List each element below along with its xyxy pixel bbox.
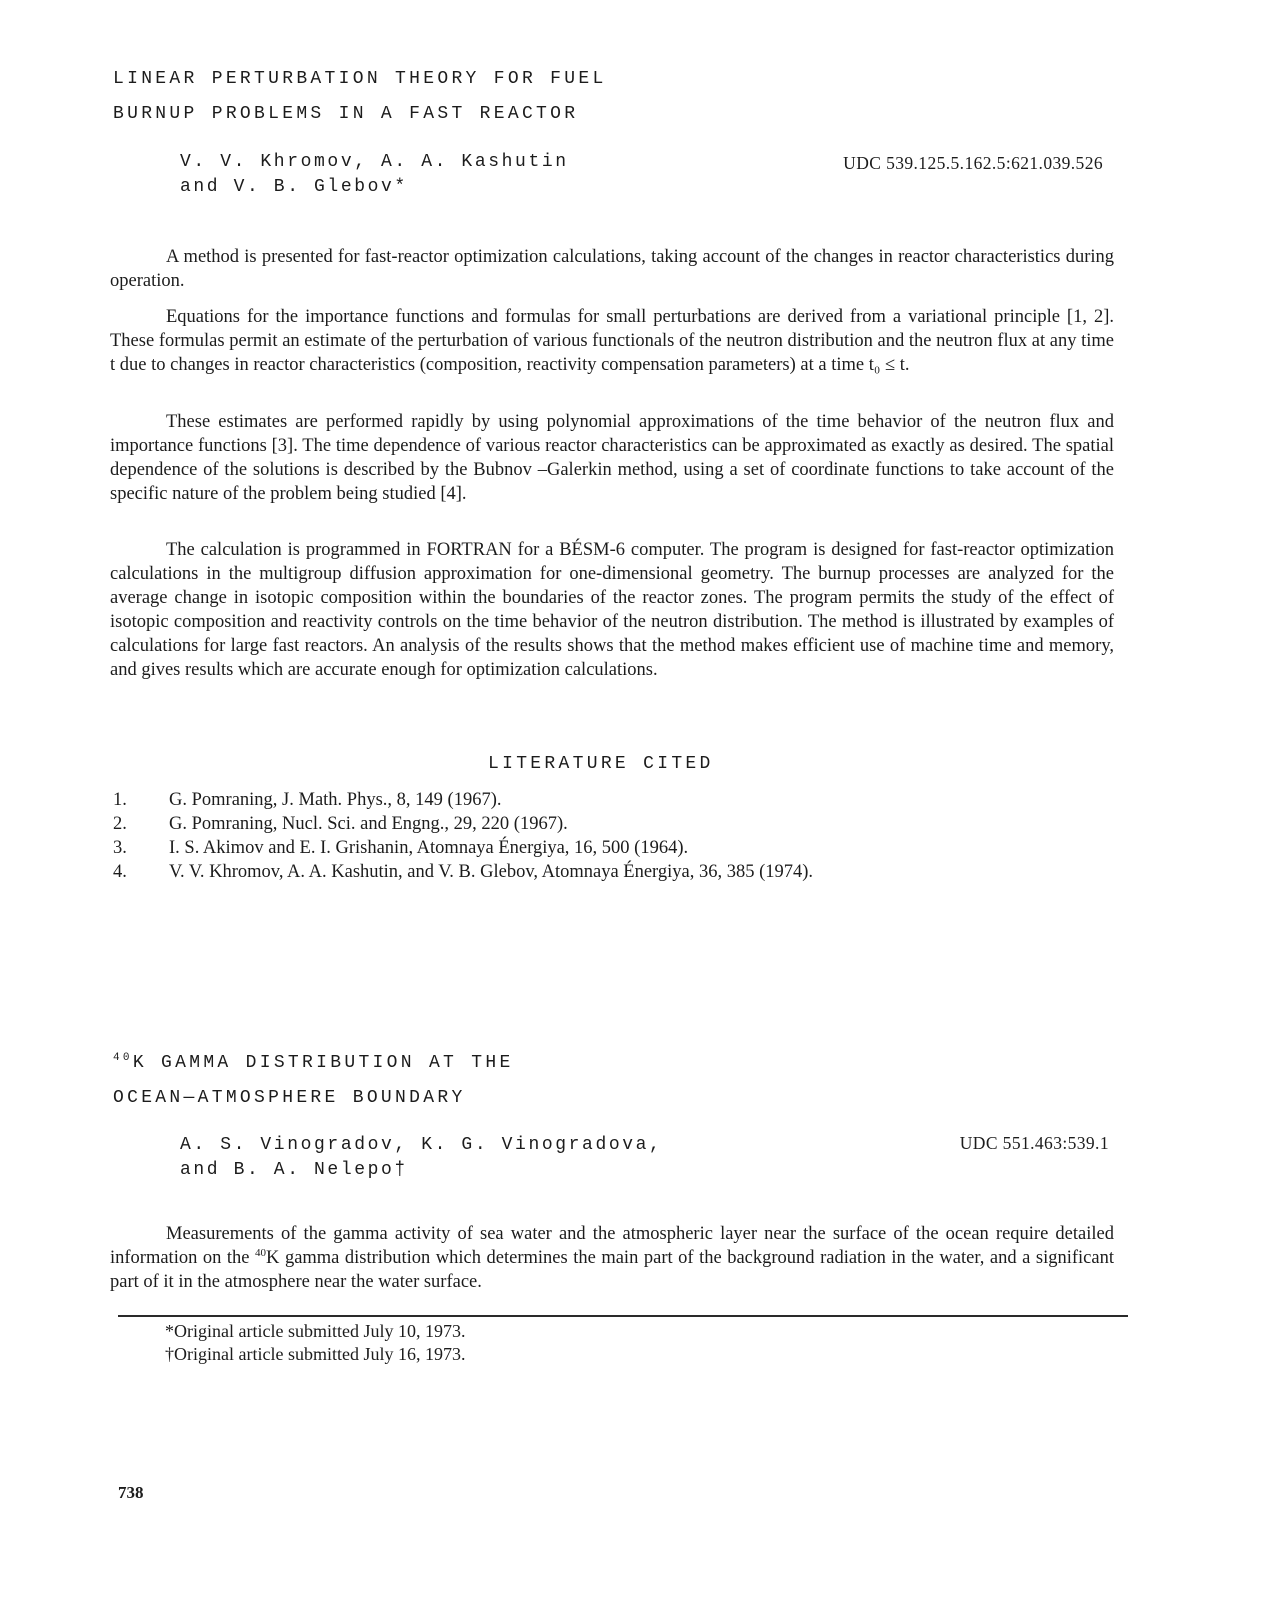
article1-title-line2: BURNUP PROBLEMS IN A FAST REACTOR xyxy=(113,104,579,124)
reference-number: 4. xyxy=(113,862,127,882)
reference-item xyxy=(113,812,1113,836)
article2-paragraph-superscript: 40 xyxy=(255,1247,267,1259)
article2-paragraph xyxy=(110,1222,1114,1294)
article2-title-text: K GAMMA DISTRIBUTION AT THE xyxy=(132,1053,514,1073)
reference-text: G. Pomraning, J. Math. Phys., 8, 149 (1967). xyxy=(169,790,502,810)
reference-number: 2. xyxy=(113,814,127,834)
literature-cited-heading: LITERATURE CITED xyxy=(488,754,714,774)
article2-authors-line2: and B. A. Nelepo† xyxy=(180,1160,408,1180)
page-number: 738 xyxy=(118,1483,144,1502)
reference-number: 1. xyxy=(113,790,127,810)
article1-authors-line1: V. V. Khromov, A. A. Kashutin xyxy=(180,152,569,172)
article1-paragraph-2: Equations for the importance functions and formulas for small perturbations are derived from a variational principle [1, 2]. These formulas permit an estimate of the perturbation of various functionals of the neutron distribution and the neutron flux at any time t due to changes in reactor characteristics (composition, reactivity compensation parameters) at a time t₀ ≤ t. xyxy=(110,307,1114,375)
reference-number: 3. xyxy=(113,838,127,858)
article1-udc: UDC 539.125.5.162.5:621.039.526 xyxy=(843,153,1103,173)
article2-title-line1 xyxy=(113,1052,514,1074)
article2-title-line2: OCEAN—ATMOSPHERE BOUNDARY xyxy=(113,1088,466,1108)
article2-authors-line1: A. S. Vinogradov, K. G. Vinogradova, xyxy=(180,1135,663,1155)
reference-list xyxy=(113,788,1113,884)
article1-paragraph-3: These estimates are performed rapidly by using polynomial approximations of the time behavior of the neutron flux and importance functions [3]. The time dependence of various reactor characteristics can be approximated as exactly as desired. The spatial dependence of the solutions is described by the Bubnov –Galerkin method, using a set of coordinate functions to take account of the specific nature of the problem being studied [4]. xyxy=(110,412,1114,504)
footnote-1: *Original article submitted July 10, 1973. xyxy=(165,1321,466,1341)
reference-text: I. S. Akimov and E. I. Grishanin, Atomnaya Énergiya, 16, 500 (1964). xyxy=(169,838,689,858)
reference-item xyxy=(113,836,1113,860)
article2-udc: UDC 551.463:539.1 xyxy=(959,1133,1109,1153)
article1-paragraph-1: A method is presented for fast-reactor optimization calculations, taking account of the changes in reactor characteristics during operation. xyxy=(110,247,1114,291)
reference-item xyxy=(113,860,1113,884)
footnote-2: †Original article submitted July 16, 1973. xyxy=(165,1344,466,1364)
reference-text: V. V. Khromov, A. A. Kashutin, and V. B. Glebov, Atomnaya Énergiya, 36, 385 (1974). xyxy=(169,862,814,882)
reference-item xyxy=(113,788,1113,812)
article1-title-line1: LINEAR PERTURBATION THEORY FOR FUEL xyxy=(113,69,607,89)
reference-text: G. Pomraning, Nucl. Sci. and Engng., 29, 220 (1967). xyxy=(169,814,568,834)
article2-paragraph-text-1: Measurements of the gamma activity of sea water and the atmospheric layer near the surface of the ocean require detailed information on the xyxy=(110,1224,1114,1268)
article1-authors-line2: and V. B. Glebov* xyxy=(180,177,408,197)
article2-title-superscript: 40 xyxy=(113,1052,133,1064)
article1-paragraph-4: The calculation is programmed in FORTRAN for a BÉSM-6 computer. The program is designed for fast-reactor optimization calculations in the multigroup diffusion approximation for one-dimensional geometry. The burnup processes are analyzed for the average change in isotopic composition within the boundaries of the reactor zones. The program permits the study of the effect of isotopic composition and reactivity controls on the time behavior of the neutron distribution. The method is illustrated by examples of calculations for large fast reactors. An analysis of the results shows that the method makes efficient use of machine time and memory, and gives results which are accurate enough for optimization calculations. xyxy=(110,540,1114,680)
footnote-divider xyxy=(118,1315,1128,1317)
article2-paragraph-text-2: K gamma distribution which determines the main part of the background radiation in the water, and a significant part of it in the atmosphere near the water surface. xyxy=(110,1248,1114,1292)
